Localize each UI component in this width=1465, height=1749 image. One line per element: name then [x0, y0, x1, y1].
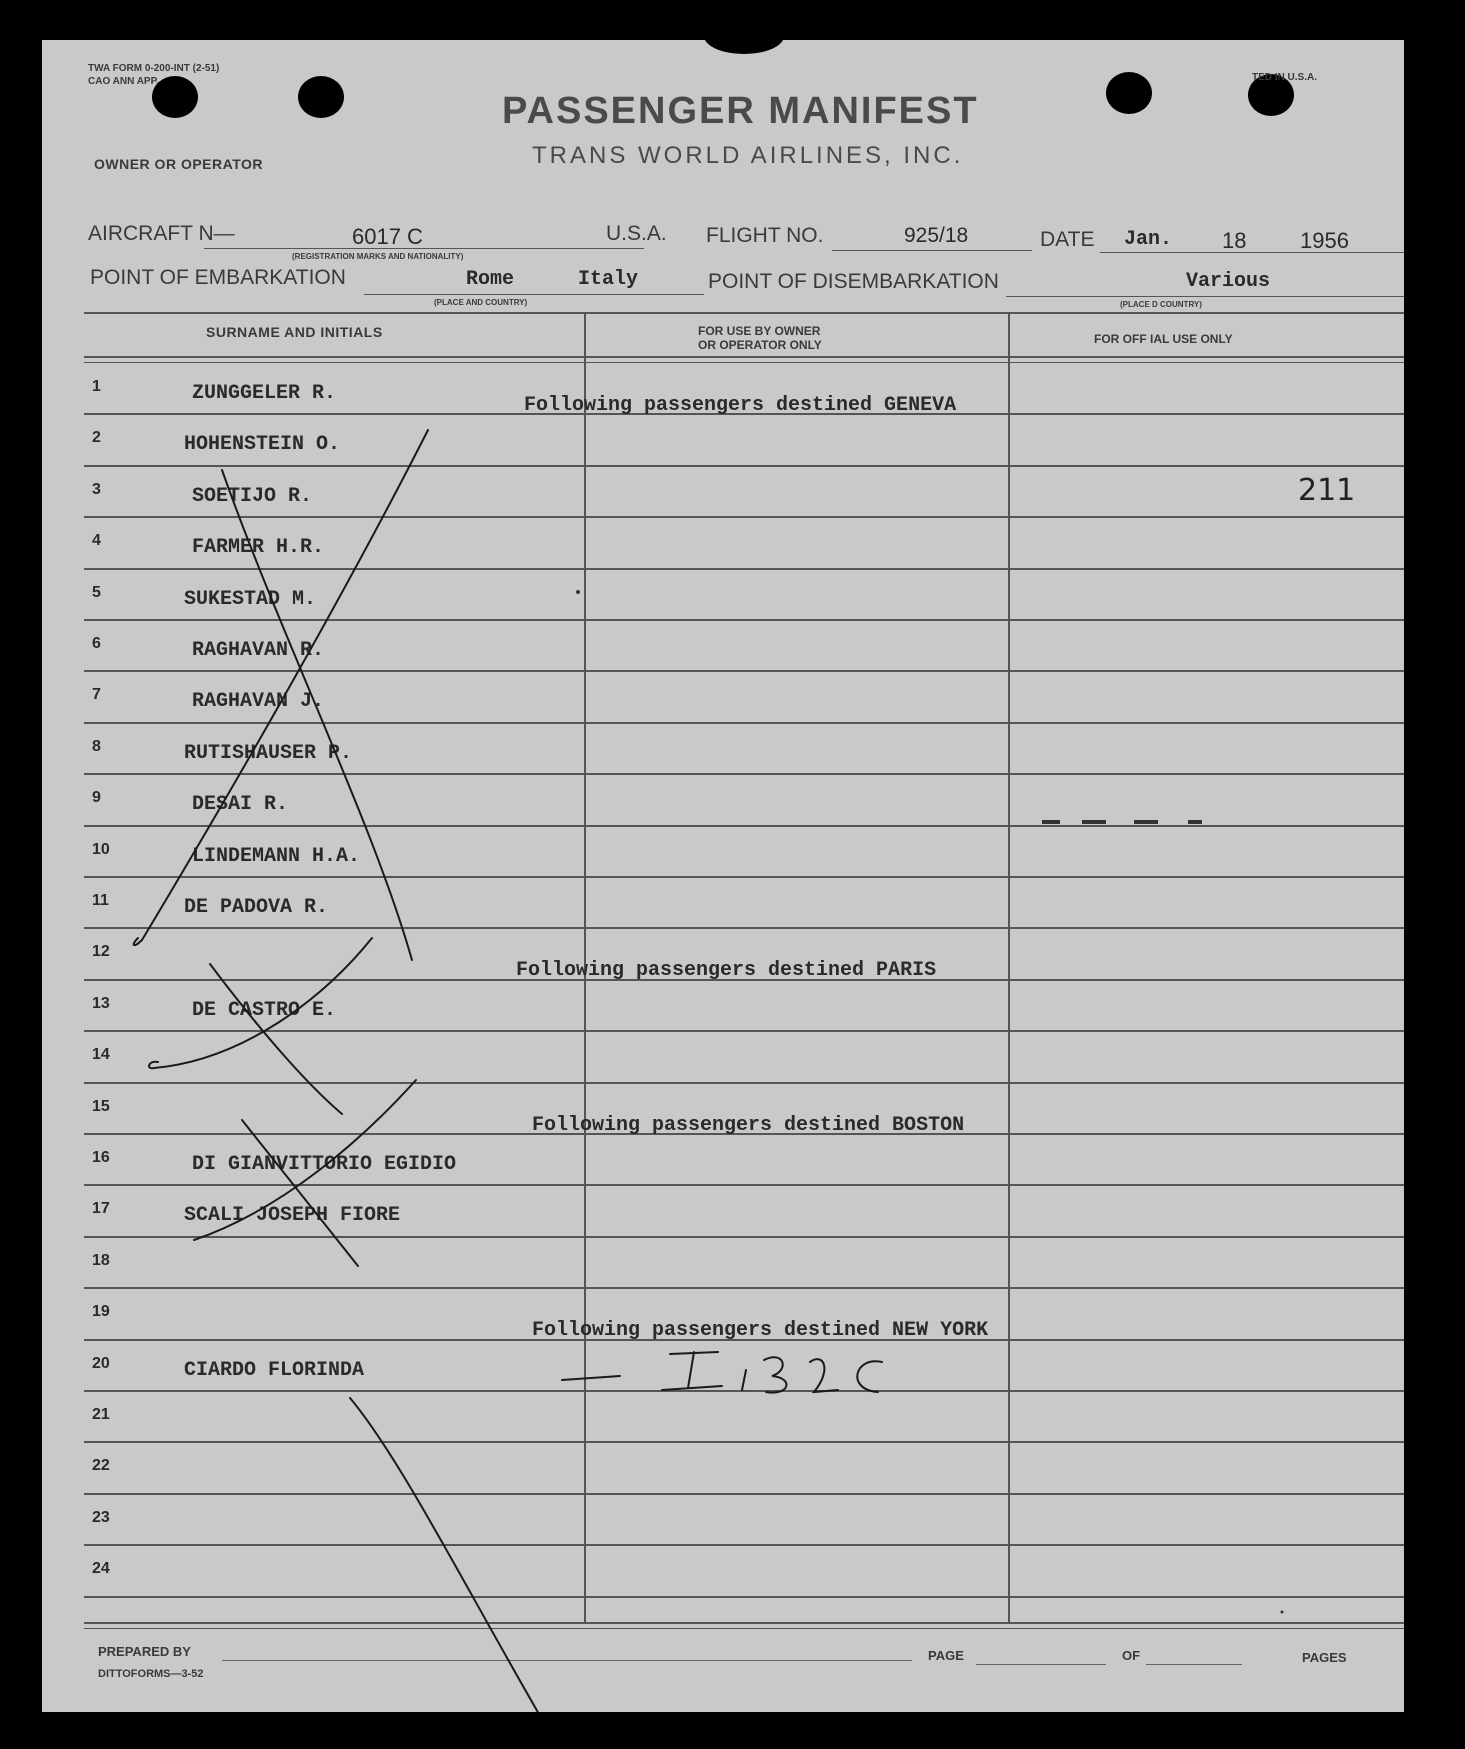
dittoforms-code: DITTOFORMS—3-52 — [98, 1668, 204, 1680]
row-number: 13 — [92, 995, 110, 1012]
row-number: 2 — [92, 429, 101, 446]
aircraft-registration: 6017 C — [352, 224, 423, 249]
cross-stroke — [857, 1361, 882, 1392]
passenger-name: CIARDO FLORINDA — [184, 1359, 365, 1382]
cross-stroke — [242, 1120, 358, 1266]
passenger-name: RAGHAVAN R. — [192, 639, 325, 662]
registration-caption: (REGISTRATION MARKS AND NATIONALITY) — [292, 252, 464, 261]
surname-column-header: SURNAME AND INITIALS — [206, 324, 383, 340]
row-number: 16 — [92, 1149, 110, 1166]
cross-stroke — [142, 430, 428, 940]
cross-stroke — [210, 964, 342, 1114]
date-year: 1956 — [1300, 228, 1349, 253]
official-number: 211 — [1298, 473, 1356, 508]
of-label: OF — [1122, 1648, 1141, 1663]
row-number: 23 — [92, 1509, 110, 1526]
row-number: 17 — [92, 1200, 110, 1217]
place-country-caption: (PLACE AND COUNTRY) — [434, 298, 528, 307]
passenger-name: DI GIANVITTORIO EGIDIO — [192, 1153, 457, 1176]
passenger-name: LINDEMANN H.A. — [192, 845, 361, 868]
passenger-name: DE CASTRO E. — [192, 999, 337, 1022]
flight-label: FLIGHT NO. — [706, 224, 824, 247]
cross-stroke — [662, 1352, 722, 1390]
passenger-name: RAGHAVAN J. — [192, 690, 325, 713]
row-number: 10 — [92, 841, 110, 858]
prepared-by-label: PREPARED BY — [98, 1644, 191, 1659]
destination-note: Following passengers destined NEW YORK — [532, 1319, 989, 1342]
row-number: 9 — [92, 789, 101, 806]
row-number: 5 — [92, 584, 101, 601]
row-number: 22 — [92, 1457, 110, 1474]
date-month: Jan. — [1124, 228, 1173, 251]
place-caption: (PLACE D COUNTRY) — [1120, 300, 1202, 309]
cross-stroke — [350, 1398, 554, 1712]
row-number: 21 — [92, 1406, 110, 1423]
destination-note: Following passengers destined BOSTON — [532, 1114, 965, 1137]
cross-stroke — [742, 1370, 746, 1390]
handwritten-marks — [42, 40, 1404, 1712]
pages-label: PAGES — [1302, 1650, 1347, 1665]
passenger-name: RUTISHAUSER P. — [184, 742, 353, 765]
form-number: TWA FORM 0-200-INT (2-51) CAO ANN APP. — [88, 63, 220, 87]
row-number: 7 — [92, 686, 101, 703]
page-label: PAGE — [928, 1648, 964, 1663]
destination-note: Following passengers destined PARIS — [516, 959, 937, 982]
page-title: PASSENGER MANIFEST — [502, 90, 979, 132]
row-number: 18 — [92, 1252, 110, 1269]
passenger-name: HOHENSTEIN O. — [184, 433, 341, 456]
cross-stroke — [149, 938, 372, 1068]
manifest-sheet — [42, 40, 1404, 1712]
embarkation-label: POINT OF EMBARKATION — [90, 266, 346, 289]
row-number: 20 — [92, 1355, 110, 1372]
row-number: 14 — [92, 1046, 110, 1063]
owner-use-column-header: FOR USE BY OWNER OR OPERATOR ONLY — [698, 324, 822, 352]
cross-stroke — [194, 1080, 416, 1240]
date-label: DATE — [1040, 228, 1095, 251]
cross-stroke — [810, 1359, 838, 1392]
row-number: 12 — [92, 943, 110, 960]
cross-stroke — [222, 470, 412, 960]
passenger-name: DE PADOVA R. — [184, 896, 329, 919]
row-number: 24 — [92, 1560, 110, 1577]
embarkation-country: Italy — [578, 268, 639, 291]
passenger-name: DESAI R. — [192, 793, 289, 816]
flight-number: 925/18 — [904, 224, 969, 247]
passenger-name: FARMER H.R. — [192, 536, 325, 559]
row-number: 4 — [92, 532, 101, 549]
row-number: 11 — [92, 892, 109, 909]
passenger-name: SOETIJO R. — [192, 485, 313, 508]
aircraft-label: AIRCRAFT N— — [88, 222, 235, 245]
row-number: 8 — [92, 738, 101, 755]
passenger-name: ZUNGGELER R. — [192, 382, 337, 405]
cross-stroke — [134, 938, 142, 945]
disembarkation-label: POINT OF DISEMBARKATION — [708, 270, 999, 293]
destination-note: Following passengers destined GENEVA — [524, 394, 957, 417]
embarkation-city: Rome — [466, 268, 515, 291]
date-day: 18 — [1222, 228, 1247, 253]
official-use-column-header: FOR OFF IAL USE ONLY — [1094, 332, 1233, 346]
passenger-name: SUKESTAD M. — [184, 588, 317, 611]
disembarkation-place: Various — [1186, 270, 1271, 293]
passenger-name: SCALI JOSEPH FIORE — [184, 1204, 401, 1227]
row-number: 6 — [92, 635, 101, 652]
owner-operator-label: OWNER OR OPERATOR — [94, 156, 263, 172]
printed-in: TED IN U.S.A. — [1252, 72, 1318, 83]
country-code: U.S.A. — [606, 222, 667, 245]
cross-stroke — [562, 1376, 620, 1380]
airline-name: TRANS WORLD AIRLINES, INC. — [532, 142, 964, 169]
row-number: 19 — [92, 1303, 110, 1320]
cross-stroke — [764, 1357, 786, 1392]
row-number: 1 — [92, 378, 101, 395]
row-number: 3 — [92, 481, 101, 498]
row-number: 15 — [92, 1098, 110, 1115]
